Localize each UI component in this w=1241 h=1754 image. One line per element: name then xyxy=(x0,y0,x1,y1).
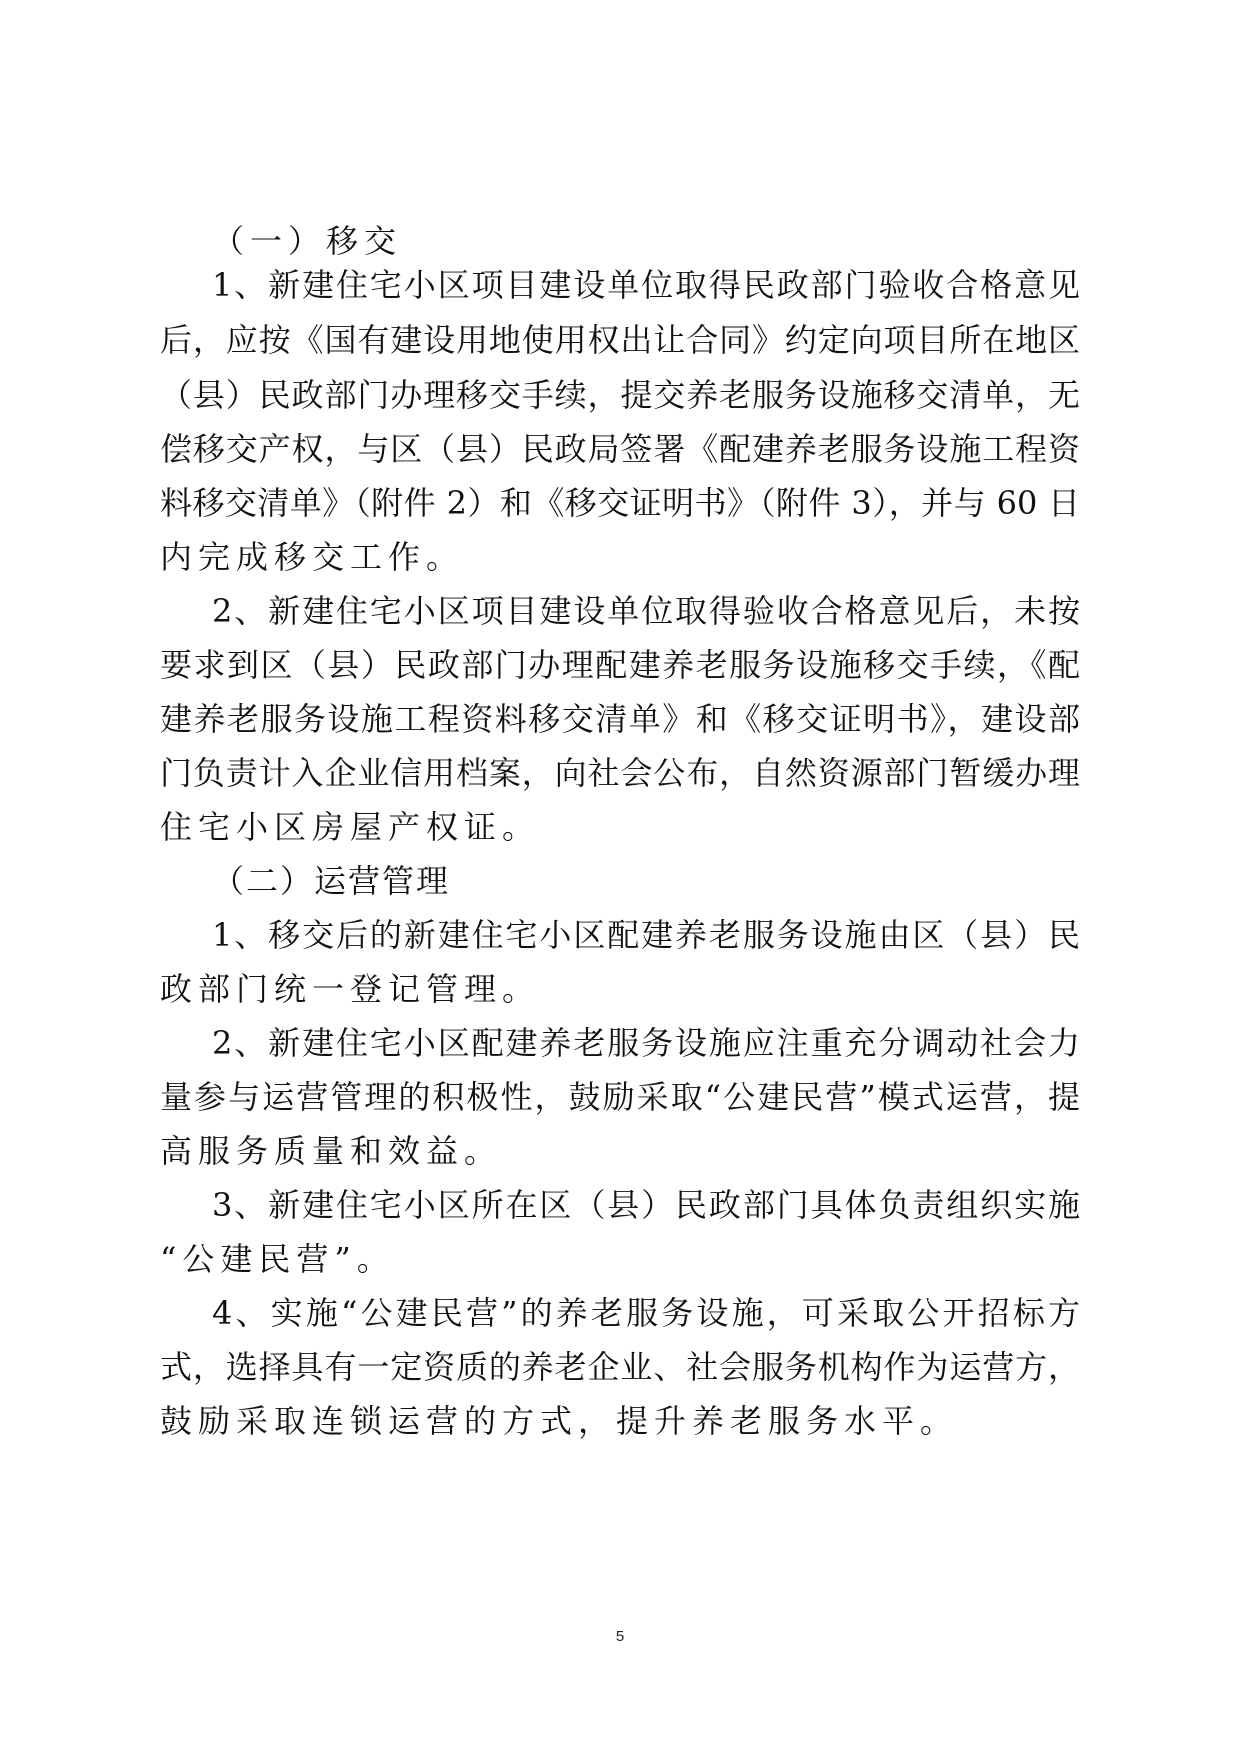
paragraph-line: 建养老服务设施工程资料移交清单》和《移交证明书》，建设部 xyxy=(160,700,1080,738)
paragraph-line: 量参与运营管理的积极性，鼓励采取“公建民营”模式运营，提 xyxy=(160,1078,1080,1116)
paragraph-line: 后，应按《国有建设用地使用权出让合同》约定向项目所在地区 xyxy=(160,321,1080,359)
page-number: 5 xyxy=(615,1628,625,1645)
paragraph-line: 2、新建住宅小区配建养老服务设施应注重充分调动社会力 xyxy=(212,1024,1080,1062)
paragraph-line: 住宅小区房屋产权证。 xyxy=(160,808,541,846)
paragraph-line: 3、新建住宅小区所在区（县）民政部门具体负责组织实施 xyxy=(212,1186,1080,1224)
paragraph-line: 式，选择具有一定资质的养老企业、社会服务机构作为运营方， xyxy=(160,1348,1080,1386)
paragraph-line: 4、实施“公建民营”的养老服务设施，可采取公开招标方 xyxy=(212,1294,1080,1332)
paragraph-line: 高服务质量和效益。 xyxy=(160,1132,503,1170)
paragraph-line: 要求到区（县）民政部门办理配建养老服务设施移交手续，《配 xyxy=(160,646,1080,684)
paragraph-line: “公建民营”。 xyxy=(160,1240,395,1278)
paragraph-line: 鼓励采取连锁运营的方式，提升养老服务水平。 xyxy=(160,1402,959,1440)
paragraph-line: 2、新建住宅小区项目建设单位取得验收合格意见后，未按 xyxy=(212,592,1080,630)
paragraph-line: 料移交清单》（附件 2）和《移交证明书》（附件 3），并与 60 日 xyxy=(160,484,1080,522)
paragraph-line: 1、新建住宅小区项目建设单位取得民政部门验收合格意见 xyxy=(212,266,1080,304)
section-heading-operation: （二）运营管理 xyxy=(212,862,451,900)
paragraph-line: 偿移交产权，与区（县）民政局签署《配建养老服务设施工程资 xyxy=(160,430,1080,468)
paragraph-line: 内完成移交工作。 xyxy=(160,538,465,576)
paragraph-line: 1、移交后的新建住宅小区配建养老服务设施由区（县）民 xyxy=(212,916,1080,954)
section-heading-transfer: （一）移交 xyxy=(212,222,403,260)
paragraph-line: 门负责计入企业信用档案，向社会公布，自然资源部门暂缓办理 xyxy=(160,754,1080,792)
paragraph-line: 政部门统一登记管理。 xyxy=(160,970,541,1008)
paragraph-line: （县）民政部门办理移交手续，提交养老服务设施移交清单，无 xyxy=(160,376,1080,414)
